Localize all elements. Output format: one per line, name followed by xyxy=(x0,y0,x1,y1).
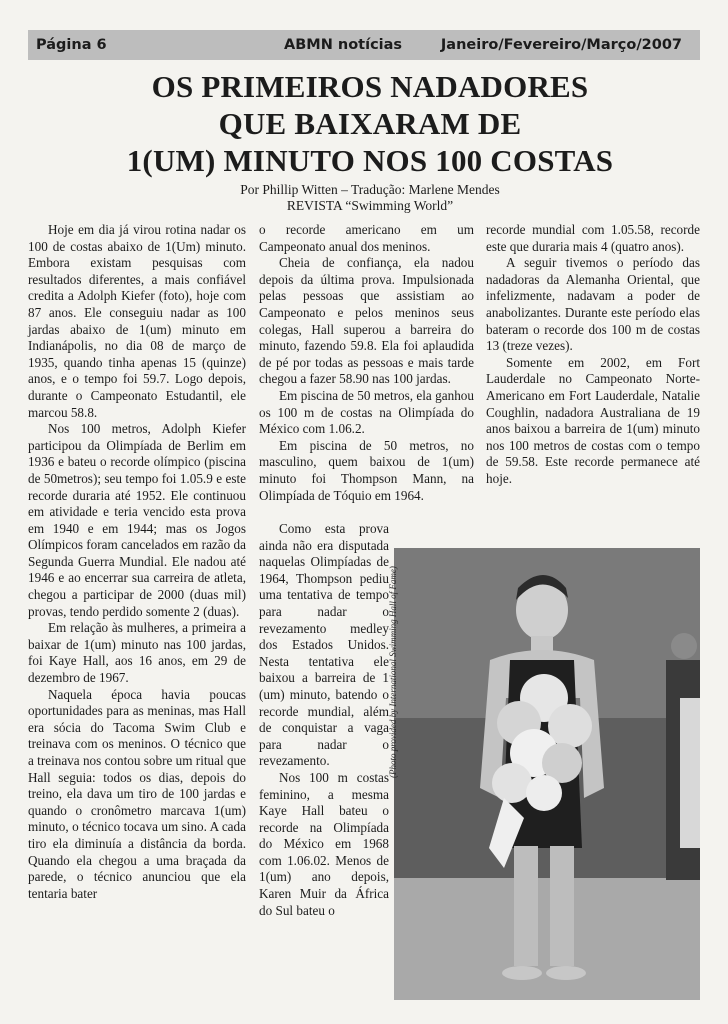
paragraph: A seguir tivemos o período das nadadoras da Alemanha Oriental, que infelizmente, nadavam a poder de anabolizantes. Durante este período elas bateram o recorde dos 100 m de costas 13 (treze vezes). xyxy=(486,255,700,354)
paragraph: Em piscina de 50 metros, ela ganhou os 100 m de costas na Olimpíada do México com 1.06.2. xyxy=(259,387,474,437)
page-number: Página 6 xyxy=(36,37,107,53)
column-2-lower xyxy=(259,521,389,919)
paragraph: Naquela época havia poucas oportunidades para as meninas, mas Hall era sócia do Tacoma Swim Club e treinava com os meninos. O técnico que a treinava nos contou sobre um ritual que Hall seguia: todos os dias, depois do treino, ela dava um tiro de 100 jardas e quando o cronômetro marcava 1(um) minuto, o técnico tocava um sino. A cada tiro ela diminuía a distância da borda. Quando ela chegou a uma braçada da parede, o técnico anunciou que ela tentaria bater xyxy=(28,686,246,901)
paragraph: o recorde americano em um Campeonato anual dos meninos. xyxy=(259,222,474,254)
column-2 xyxy=(259,222,474,504)
issue-date: Janeiro/Fevereiro/Março/2007 xyxy=(440,37,682,53)
page-header xyxy=(28,30,700,60)
paragraph: recorde mundial com 1.05.58, recorde este que duraria mais 4 (quatro anos). xyxy=(486,222,700,254)
publication-name: ABMN notícias xyxy=(284,37,403,53)
paragraph: Em relação às mulheres, a primeira a baixar de 1(um) minuto nas 100 jardas, foi Kaye Hall, aos 16 anos, em 29 de dezembro de 1967. xyxy=(28,620,246,686)
paragraph: Como esta prova ainda não era disputada naquelas Olimpíadas de 1964, Thompson pediu uma tentativa de tempo para nadar o revezamento medley dos Estados Unidos. Nesta tentativa ele baixou a barreira de 1 (um) minuto, batendo o recorde mundial, além de conquistar a vaga para nadar o revezamento. xyxy=(259,521,389,769)
column-1 xyxy=(28,222,246,902)
column-3 xyxy=(486,222,700,488)
paragraph: Cheia de confiança, ela nadou depois da última prova. Impulsionada pelas pessoas que assistiam ao Campeonato e pelos meninos seus colegas, Hall superou a barreira do minuto, fazendo 59.8. Ela foi aplaudida de pé por todas as pessoas e mais tarde chegou a fazer 58.90 nas 100 jardas. xyxy=(259,255,474,387)
source: REVISTA “Swimming World” xyxy=(286,198,454,213)
photo-credit: (Photo provided by International Swimming Hall of Fame) xyxy=(388,566,398,778)
paragraph: Somente em 2002, em Fort Lauderdale no Campeonato Norte-Americano em Fort Lauderdale, Natalie Coughlin, nadadora Australiana de 19 anos baixou a barreira de 1(um) minuto nos 100 metros de costas com o tempo de 59.58. Este recorde permanece até hoje. xyxy=(486,354,700,486)
paragraph: Nos 100 metros, Adolph Kiefer participou da Olimpíada de Berlim em 1936 e bateu o recorde olímpico (piscina de 50metros); seu tempo foi 1.05.9 e este recorde duraria até 1952. Ele continuou em atividade e teria vencido esta prova em 1940 e em 1944; mas os Jogos Olímpicos foram cancelados em razão da Segunda Guerra Mundial. Ele nadou até 1946 e ao encerrar sua carreira de atleta, chegou a participar de 2000 (duas mil) provas, tendo perdido somente 2 (duas). xyxy=(28,421,246,619)
paragraph: Nos 100 m costas feminino, a mesma Kaye Hall bateu o recorde na Olimpíada do México em 1968 com 1.06.02. Menos de 1(um) ano depois, Karen Muir da África do Sul bateu o xyxy=(259,769,389,918)
paragraph: Em piscina de 50 metros, no masculino, quem baixou de 1(um) minuto foi Thompson Mann, na Olimpíada de Tóquio em 1964. xyxy=(259,437,474,503)
title-line: QUE BAIXARAM DE xyxy=(218,106,522,141)
article-title xyxy=(60,68,680,179)
title-line: OS PRIMEIROS NADADORES xyxy=(151,69,589,104)
byline xyxy=(120,182,620,214)
author-translator: Por Phillip Witten – Tradução: Marlene Mendes xyxy=(240,182,500,197)
paragraph: Hoje em dia já virou rotina nadar os 100 de costas abaixo de 1(Um) minuto. Embora existam pesquisas com resultados diferentes, a mais confiável credita a Adolph Kiefer (foto), hoje com 87 anos. Ele conseguiu nadar as 100 jardas abaixo de 1(um) minuto em Indianápolis, no dia 08 de março de 1935, quando tinha apenas 15 (quinze) anos, e o tempo foi 59.7. Logo depois, durante o Campeonato Estudantil, ele marcou 58.8. xyxy=(28,222,246,420)
swimmer-photo xyxy=(388,548,700,1000)
title-line: 1(UM) MINUTO NOS 100 COSTAS xyxy=(126,143,614,178)
swimmer-illustration xyxy=(394,548,700,1000)
